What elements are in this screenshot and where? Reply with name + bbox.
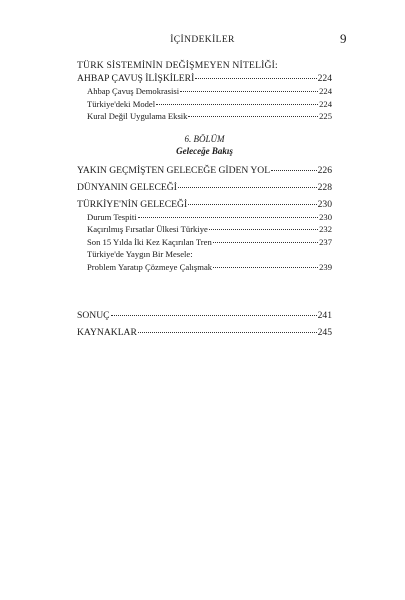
toc-entry-label: SONUÇ bbox=[77, 310, 110, 321]
chapter-number: 6. BÖLÜM bbox=[184, 133, 225, 144]
toc-entry-page: 224 bbox=[317, 73, 332, 84]
table-of-contents bbox=[77, 60, 332, 339]
leader-dots bbox=[209, 229, 318, 230]
toc-subentry-label: Ahbap Çavuş Demokrasisi bbox=[87, 86, 180, 96]
toc-entry-page: 241 bbox=[317, 310, 332, 321]
toc-entry-label: TÜRKİYE'NİN GELECEĞİ bbox=[77, 198, 188, 210]
leader-dots bbox=[195, 78, 316, 79]
leader-dots bbox=[178, 187, 317, 188]
toc-subentry[interactable] bbox=[77, 110, 332, 123]
toc-entry-page: 245 bbox=[317, 327, 332, 338]
page-number: 9 bbox=[340, 31, 347, 46]
toc-subentry[interactable] bbox=[77, 98, 332, 111]
toc-heading-line1: TÜRK SİSTEMİNİN DEĞİŞMEYEN NİTELİĞİ: bbox=[77, 60, 278, 71]
toc-subentry-label: Problem Yaratıp Çözmeye Çalışmak bbox=[87, 261, 213, 272]
leader-dots bbox=[271, 170, 317, 171]
toc-subentry-label-line1: Türkiye'de Yaygın Bir Mesele: bbox=[87, 249, 193, 259]
toc-entry-page: 230 bbox=[317, 198, 332, 210]
toc-entry[interactable] bbox=[77, 309, 332, 322]
toc-subentry-page: 232 bbox=[319, 224, 332, 234]
toc-entry[interactable] bbox=[77, 164, 332, 177]
toc-subentry-label: Durum Tespiti bbox=[87, 211, 137, 222]
running-header: İÇİNDEKİLER bbox=[170, 35, 235, 45]
toc-subentry-page: 225 bbox=[319, 111, 332, 121]
leader-dots bbox=[188, 204, 316, 205]
toc-subentry-label: Türkiye'deki Model bbox=[87, 98, 156, 109]
toc-subentry-page: 224 bbox=[319, 98, 332, 109]
toc-entry-page: 228 bbox=[317, 181, 332, 193]
toc-entry[interactable] bbox=[77, 181, 332, 194]
toc-subentry[interactable] bbox=[77, 223, 332, 236]
leader-dots bbox=[213, 267, 318, 268]
toc-subentry[interactable] bbox=[77, 85, 332, 98]
toc-entry[interactable] bbox=[77, 326, 332, 339]
toc-subentry-page: 237 bbox=[319, 236, 332, 247]
chapter-subtitle: Geleceğe Bakış bbox=[176, 145, 233, 156]
leader-dots bbox=[180, 91, 318, 92]
toc-entry-page: 226 bbox=[317, 164, 332, 176]
leader-dots bbox=[156, 104, 318, 105]
leader-dots bbox=[138, 332, 317, 333]
leader-dots bbox=[111, 315, 317, 316]
leader-dots bbox=[213, 242, 318, 243]
toc-entry-label: KAYNAKLAR bbox=[77, 327, 137, 338]
toc-subentry[interactable] bbox=[77, 211, 332, 224]
toc-entry[interactable] bbox=[77, 72, 332, 85]
toc-entry-label: DÜNYANIN GELECEĞİ bbox=[77, 181, 177, 193]
toc-entry-label: AHBAP ÇAVUŞ İLİŞKİLERİ bbox=[77, 73, 195, 84]
leader-dots bbox=[138, 217, 319, 218]
toc-subentry-page: 239 bbox=[319, 261, 332, 272]
toc-subentry-label: Kural Değil Uygulama Eksik bbox=[87, 111, 188, 121]
toc-subentry-page: 230 bbox=[319, 211, 332, 222]
toc-subentry-label: Kaçırılmış Fırsatlar Ülkesi Türkiye bbox=[87, 224, 208, 234]
toc-subentry[interactable] bbox=[77, 261, 332, 274]
leader-dots bbox=[188, 116, 318, 117]
toc-entry-label: YAKIN GEÇMİŞTEN GELECEĞE GİDEN YOL bbox=[77, 164, 271, 176]
toc-subentry-page: 224 bbox=[319, 86, 332, 96]
toc-subentry-label: Son 15 Yılda İki Kez Kaçırılan Tren bbox=[87, 236, 212, 247]
toc-subentry[interactable] bbox=[77, 236, 332, 249]
toc-entry[interactable] bbox=[77, 198, 332, 211]
